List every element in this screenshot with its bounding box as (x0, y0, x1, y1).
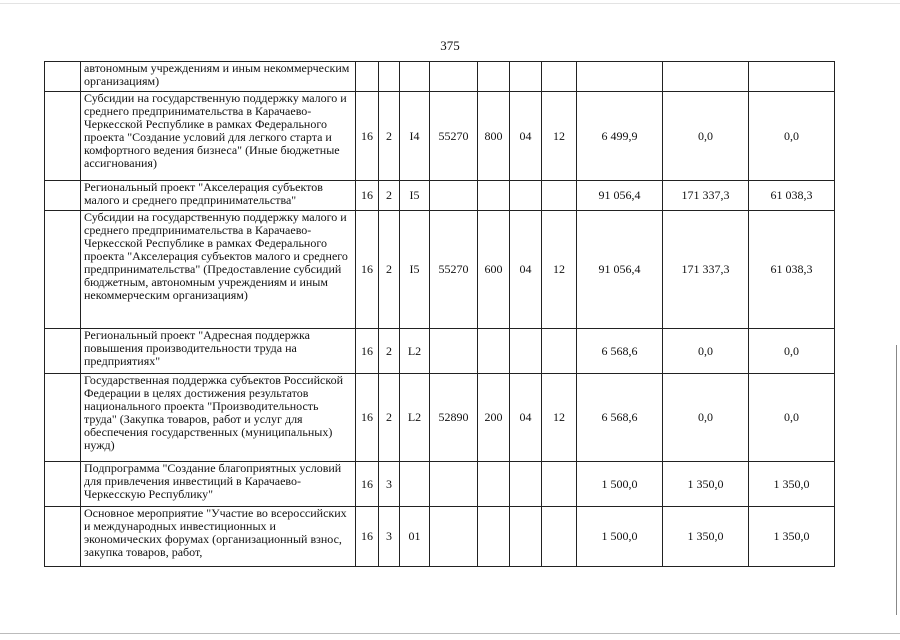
project-code-cell: I4 (400, 92, 430, 181)
amount-year3-cell: 61 038,3 (749, 181, 835, 211)
table-row (45, 507, 835, 567)
amount-year1-cell: 6 568,6 (577, 374, 663, 462)
direction-code-cell (430, 329, 478, 374)
section-cell (510, 507, 542, 567)
item-name-cell: Региональный проект "Акселерация субъектов малого и среднего предпринимательства" (81, 181, 356, 211)
amount-year1-cell: 6 499,9 (577, 92, 663, 181)
subprogram-code-cell: 2 (379, 211, 400, 329)
expense-type-cell (478, 329, 510, 374)
amount-year3-cell: 0,0 (749, 374, 835, 462)
item-name-cell: Субсидии на государственную поддержку малого и среднего предпринимательства в Карачаево-Черкесской Республике в рамках Федерального проекта "Акселерация субъектов малого и среднего предпринимательства" (Предоставление субсидий бюджетным, автономным учреждениям и иным некоммерческим организациям) (81, 211, 356, 329)
table-body (45, 62, 835, 567)
ministry-code-cell: 16 (356, 92, 379, 181)
item-name-cell: Государственная поддержка субъектов Российской Федерации в целях достижения результатов национального проекта "Производительность труда" (Закупка товаров, работ и услуг для обеспечения государственных (муниципальных) нужд) (81, 374, 356, 462)
project-code-cell: L2 (400, 374, 430, 462)
expense-type-cell (478, 181, 510, 211)
direction-code-cell: 52890 (430, 374, 478, 462)
subsection-cell (542, 181, 577, 211)
ministry-code-cell: 16 (356, 462, 379, 507)
expense-type-cell: 800 (478, 92, 510, 181)
amount-year3-cell: 0,0 (749, 329, 835, 374)
row-number-cell (45, 62, 81, 92)
table-row (45, 92, 835, 181)
section-cell (510, 329, 542, 374)
section-cell (510, 462, 542, 507)
scan-edge-right (896, 345, 897, 615)
project-code-cell: I5 (400, 181, 430, 211)
table-row (45, 462, 835, 507)
project-code-cell: L2 (400, 329, 430, 374)
section-cell: 04 (510, 374, 542, 462)
expense-type-cell: 600 (478, 211, 510, 329)
direction-code-cell (430, 507, 478, 567)
subprogram-code-cell: 3 (379, 507, 400, 567)
expense-type-cell: 200 (478, 374, 510, 462)
amount-year2-cell (663, 62, 749, 92)
amount-year1-cell: 1 500,0 (577, 462, 663, 507)
project-code-cell (400, 62, 430, 92)
amount-year1-cell: 91 056,4 (577, 211, 663, 329)
table-row (45, 374, 835, 462)
subprogram-code-cell: 2 (379, 92, 400, 181)
direction-code-cell (430, 181, 478, 211)
item-name-cell: Региональный проект "Адресная поддержка повышения производительности труда на предприятиях" (81, 329, 356, 374)
subsection-cell (542, 62, 577, 92)
amount-year1-cell: 6 568,6 (577, 329, 663, 374)
subsection-cell: 12 (542, 92, 577, 181)
ministry-code-cell (356, 62, 379, 92)
amount-year2-cell: 1 350,0 (663, 462, 749, 507)
scan-edge-bottom (0, 633, 900, 634)
amount-year2-cell: 0,0 (663, 374, 749, 462)
row-number-cell (45, 211, 81, 329)
section-cell (510, 62, 542, 92)
amount-year3-cell: 61 038,3 (749, 211, 835, 329)
ministry-code-cell: 16 (356, 181, 379, 211)
project-code-cell: I5 (400, 211, 430, 329)
amount-year2-cell: 0,0 (663, 329, 749, 374)
item-name-cell: Основное мероприятие "Участие во всероссийских и международных инвестиционных и экономических форумах (организационный взнос, закупка товаров, работ, (81, 507, 356, 567)
amount-year2-cell: 171 337,3 (663, 211, 749, 329)
expense-type-cell (478, 62, 510, 92)
amount-year1-cell: 91 056,4 (577, 181, 663, 211)
item-name-cell: Подпрограмма "Создание благоприятных условий для привлечения инвестиций в Карачаево-Черкесскую Республику" (81, 462, 356, 507)
subprogram-code-cell (379, 62, 400, 92)
project-code-cell (400, 462, 430, 507)
row-number-cell (45, 181, 81, 211)
row-number-cell (45, 462, 81, 507)
direction-code-cell: 55270 (430, 211, 478, 329)
direction-code-cell: 55270 (430, 92, 478, 181)
amount-year2-cell: 0,0 (663, 92, 749, 181)
amount-year1-cell: 1 500,0 (577, 507, 663, 567)
amount-year1-cell (577, 62, 663, 92)
subsection-cell (542, 329, 577, 374)
row-number-cell (45, 507, 81, 567)
subsection-cell: 12 (542, 374, 577, 462)
table-row (45, 181, 835, 211)
amount-year3-cell: 1 350,0 (749, 462, 835, 507)
table-row (45, 329, 835, 374)
subprogram-code-cell: 2 (379, 181, 400, 211)
ministry-code-cell: 16 (356, 329, 379, 374)
table-row (45, 62, 835, 92)
subsection-cell (542, 462, 577, 507)
project-code-cell: 01 (400, 507, 430, 567)
amount-year3-cell: 1 350,0 (749, 507, 835, 567)
ministry-code-cell: 16 (356, 211, 379, 329)
subprogram-code-cell: 3 (379, 462, 400, 507)
amount-year2-cell: 1 350,0 (663, 507, 749, 567)
subprogram-code-cell: 2 (379, 329, 400, 374)
table-row (45, 211, 835, 329)
ministry-code-cell: 16 (356, 374, 379, 462)
ministry-code-cell: 16 (356, 507, 379, 567)
subprogram-code-cell: 2 (379, 374, 400, 462)
expense-type-cell (478, 507, 510, 567)
row-number-cell (45, 92, 81, 181)
section-cell: 04 (510, 92, 542, 181)
subsection-cell (542, 507, 577, 567)
section-cell: 04 (510, 211, 542, 329)
budget-table (44, 61, 835, 567)
item-name-cell: автономным учреждениям и иным некоммерческим организациям) (81, 62, 356, 92)
amount-year2-cell: 171 337,3 (663, 181, 749, 211)
direction-code-cell (430, 62, 478, 92)
expense-type-cell (478, 462, 510, 507)
direction-code-cell (430, 462, 478, 507)
subsection-cell: 12 (542, 211, 577, 329)
row-number-cell (45, 374, 81, 462)
page-number: 375 (440, 38, 460, 53)
amount-year3-cell (749, 62, 835, 92)
row-number-cell (45, 329, 81, 374)
scan-edge-top (0, 3, 900, 4)
item-name-cell: Субсидии на государственную поддержку малого и среднего предпринимательства в Карачаево-Черкесской Республике в рамках Федерального проекта "Создание условий для легкого старта и комфортного ведения бизнеса" (Иные бюджетные ассигнования) (81, 92, 356, 181)
amount-year3-cell: 0,0 (749, 92, 835, 181)
section-cell (510, 181, 542, 211)
